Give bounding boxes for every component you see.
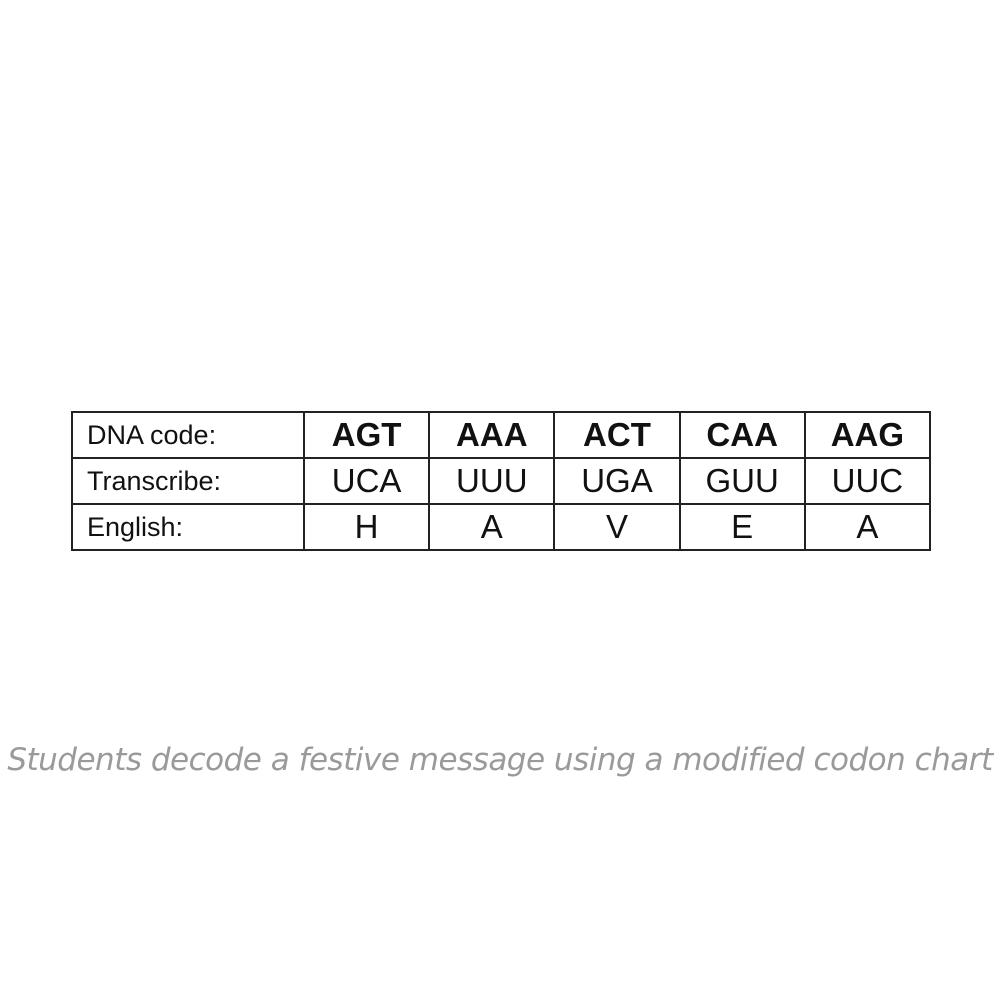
- letter-cell: V: [554, 504, 679, 550]
- dna-codon-cell: AAA: [429, 412, 554, 458]
- dna-codon-cell: CAA: [680, 412, 805, 458]
- rna-codon-cell: UGA: [554, 458, 679, 504]
- dna-codon-cell: ACT: [554, 412, 679, 458]
- codon-table: [71, 411, 931, 551]
- letter-cell: A: [805, 504, 930, 550]
- dna-code-label: DNA code:: [72, 412, 304, 458]
- letter-cell: E: [680, 504, 805, 550]
- english-label: English:: [72, 504, 304, 550]
- rna-codon-cell: GUU: [680, 458, 805, 504]
- rna-codon-cell: UCA: [304, 458, 429, 504]
- caption: Students decode a festive message using a modified codon chart: [7, 742, 993, 778]
- transcribe-label: Transcribe:: [72, 458, 304, 504]
- rna-codon-cell: UUC: [805, 458, 930, 504]
- dna-codon-cell: AGT: [304, 412, 429, 458]
- rna-codon-cell: UUU: [429, 458, 554, 504]
- dna-code-row: [72, 412, 930, 458]
- letter-cell: H: [304, 504, 429, 550]
- english-row: [72, 504, 930, 550]
- transcribe-row: [72, 458, 930, 504]
- dna-codon-cell: AAG: [805, 412, 930, 458]
- letter-cell: A: [429, 504, 554, 550]
